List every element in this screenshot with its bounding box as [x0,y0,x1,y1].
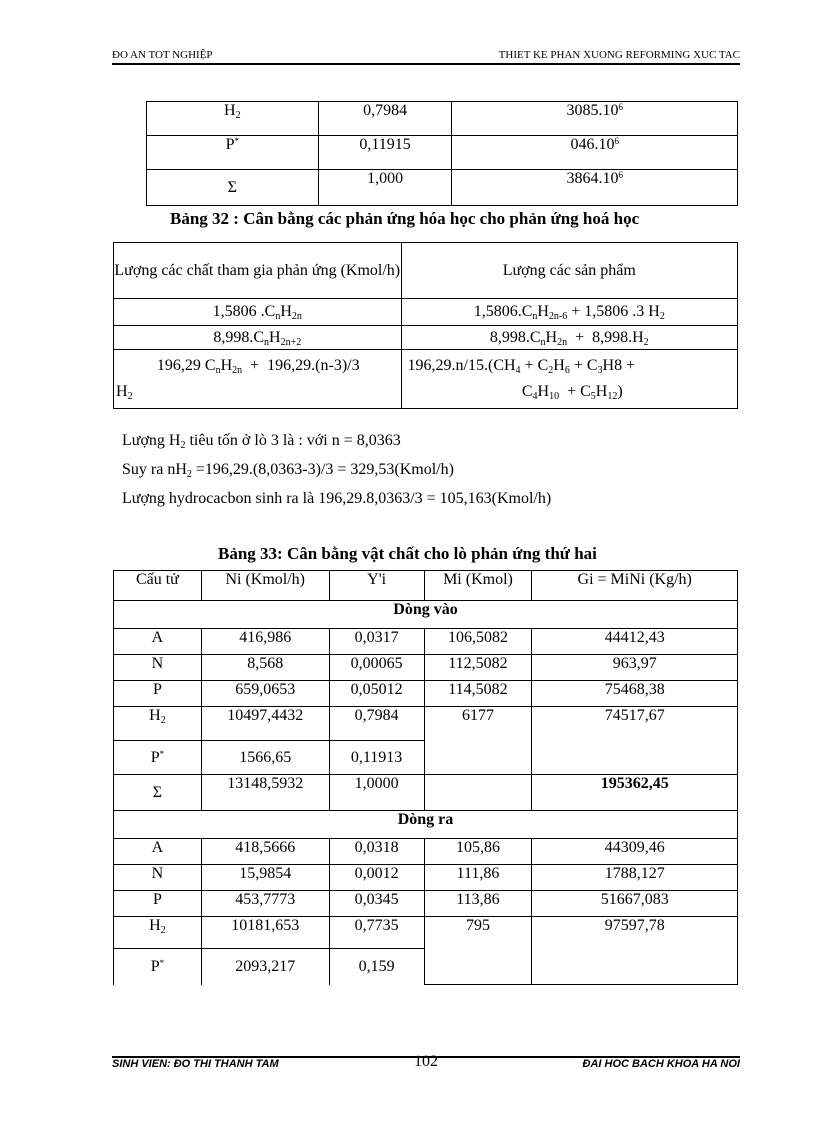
cell: 0,159 [329,949,424,985]
cell: 0,0317 [329,629,424,655]
reactant-cell: 1,5806 $.C_nH_{2n}$ [114,299,402,326]
cell: P* [114,741,202,775]
cell: 112,5082 [424,655,532,681]
cell: 0,7735 [329,917,424,949]
cell: P* [114,949,202,985]
cell: 10181,653 [201,917,329,949]
cell: 44309,46 [532,839,738,865]
cell: 795 [424,917,532,985]
col-header: Ni (Kmol/h) [201,571,329,601]
cell: 15,9854 [201,865,329,891]
col-header: Y'i [329,571,424,601]
paragraph-line: Lượng hydrocacbon sinh ra là 196,29.8,0363/3 = 105,163(Kmol/h) [122,490,552,507]
cell: 0,00065 [329,655,424,681]
table-row [147,136,738,170]
component-cell: $H_2$ [147,102,319,136]
footer-left: SINH VIEN: ĐO THI THANH TAM [112,1058,279,1070]
cell: 113,86 [424,891,532,917]
table-row [114,707,738,741]
fraction-cell: 0,11915 [318,136,452,170]
cell: 0,11913 [329,741,424,775]
cell: 111,86 [424,865,532,891]
cell: 74517,67 [532,707,738,775]
paragraph-line: Suy ra $nH_2 =196,29.(8,0363-3)/3$ = 329,53(Kmol/h) [122,461,454,480]
table33 [113,570,738,985]
cell: N [114,655,202,681]
table-row [114,917,738,949]
cell: $H_2$ [114,707,202,741]
fraction-cell: 0,7984 [318,102,452,136]
cell: 44412,43 [532,629,738,655]
table-row [114,655,738,681]
page-number: 102 [414,1053,438,1070]
fraction-cell: 1,000 [318,170,452,206]
product-cell: $196,29.n/15.(CH_4 + C_2H_6 + C_3H8$ + $C_4H_{10} + C_5H_{12}$) [401,350,737,409]
cell: 0,7984 [329,707,424,741]
cell: 97597,78 [532,917,738,985]
cell: 10497,4432 [201,707,329,741]
cell: 1,0000 [329,775,424,811]
cell: P [114,681,202,707]
cell: 13148,5932 [201,775,329,811]
cell: 416,986 [201,629,329,655]
mass-cell: 046.10$^6$ [452,136,738,170]
table-row [147,102,738,136]
cell: 418,5666 [201,839,329,865]
cell: 1788,127 [532,865,738,891]
header-left: ĐO AN TOT NGHIỆP [112,49,213,61]
cell: A [114,629,202,655]
cell: P [114,891,202,917]
section-in: Dòng vào [114,601,738,629]
cell: 1566,65 [201,741,329,775]
cell: 0,05012 [329,681,424,707]
table-row [114,629,738,655]
col-header: Mi (Kmol) [424,571,532,601]
cell: 963,97 [532,655,738,681]
table32-caption: Bảng 32 : Cân bằng các phản ứng hóa học cho phản ứng hoá học [170,209,640,228]
reactants-header: Lượng các chất tham gia phản ứng (Kmol/h) [114,243,402,299]
cell: 659,0653 [201,681,329,707]
cell: 51667,083 [532,891,738,917]
mass-cell: 3864.10$^6$ [452,170,738,206]
cell: 106,5082 [424,629,532,655]
cell: 75468,38 [532,681,738,707]
cell: $H_2$ [114,917,202,949]
cell: 105,86 [424,839,532,865]
footer-right: ĐAI HOC BACH KHOA HA NOI [582,1058,740,1070]
table-row [114,681,738,707]
table33-caption: Bảng 33: Cân bằng vật chất cho lò phản ứng thứ hai [218,544,597,563]
reactant-cell: $8,998.C_nH_{2n+2}$ [114,326,402,350]
cell [424,775,532,811]
section-out: Dòng ra [114,811,738,839]
cell: 0,0318 [329,839,424,865]
cell: 195362,45 [532,775,738,811]
products-header: Lượng các sản phẩm [401,243,737,299]
col-header: Cấu tử [114,571,202,601]
table-row [114,865,738,891]
table-row [114,839,738,865]
top-table [146,101,738,206]
cell: 114,5082 [424,681,532,707]
cell: 0,0345 [329,891,424,917]
component-cell: P* [147,136,319,170]
cell: 8,568 [201,655,329,681]
product-cell: $8,998.C_nH_{2n} + 8,998.H_2$ [401,326,737,350]
product-cell: $1,5806.C_nH_{2n-6} + 1,5806$ .3 $H_2$ [401,299,737,326]
cell: N [114,865,202,891]
cell: Σ [114,775,202,811]
header-right: THIET KE PHAN XUONG REFORMING XUC TAC [498,49,740,61]
col-header: Gi = MiNi (Kg/h) [532,571,738,601]
cell: A [114,839,202,865]
reactant-cell: 196,29 $C_nH_{2n} + 196,29.(n-3)/3$ $H_2$ [114,350,402,409]
cell: 6177 [424,707,532,775]
cell: 0,0012 [329,865,424,891]
paragraph-line: Lượng $H_2$ tiêu tốn ở lò 3 là : với n = 8,0363 [122,432,401,451]
cell: 2093,217 [201,949,329,985]
table-row [114,775,738,811]
table-header-row [114,571,738,601]
table-row [114,891,738,917]
mass-cell: 3085.10$^6$ [452,102,738,136]
cell: 453,7773 [201,891,329,917]
component-cell: Σ [147,170,319,206]
table-row [147,170,738,206]
table32 [113,242,738,409]
header-rule [112,63,740,65]
